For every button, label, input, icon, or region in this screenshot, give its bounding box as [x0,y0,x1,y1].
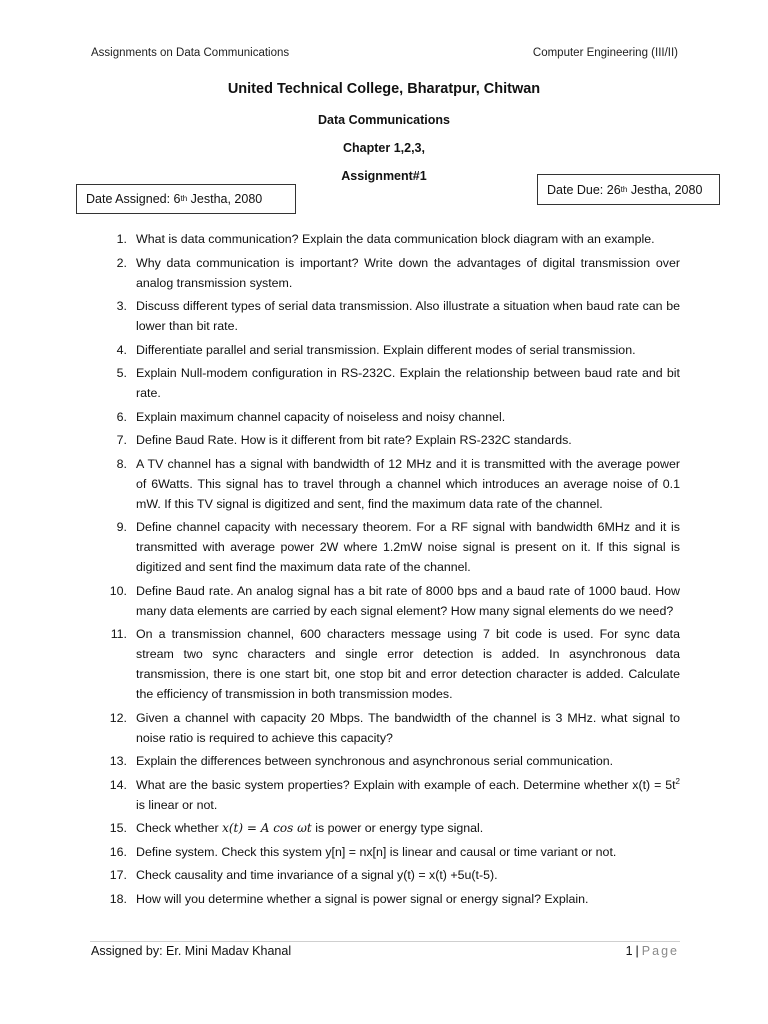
date-due-prefix: Date Due: 26 [547,182,621,197]
question-number: 3. [116,299,127,313]
chapters-title: Chapter 1,2,3, [343,141,425,155]
college-title: United Technical College, Bharatpur, Chitwan [227,81,541,97]
question-number: 15. [109,821,127,835]
date-assigned-suffix: Jestha, 2080 [187,192,263,206]
math-expression: x(t) = A cos ωt [222,821,312,835]
question-number: 7. [116,433,127,447]
question-text: Discuss different types of serial data transmission. Also illustrate a situation when baud rate can be lower than bit rate. [136,299,680,333]
question-item [105,454,680,514]
question-number: 4. [116,342,127,357]
question-item [105,407,680,427]
question-text: Explain the differences between synchronous and asynchronous serial communication. [136,754,614,768]
question-item [105,842,680,862]
exponent: 2 [675,776,680,786]
assignment-title: Assignment#1 [341,169,427,183]
page-number: 1 [625,944,633,958]
question-number: 6. [116,409,127,424]
question-text: Define channel capacity with necessary theorem. For a RF signal with bandwidth 6MHz and it is transmitted with average power 2W where 1.2mW noise signal is present on it. If this signal is digitized and sent find the maximum data rate of the channel. [136,520,680,574]
question-item [105,889,680,909]
question-text-part: is linear or not. [136,777,684,812]
question-number: 18. [109,891,127,906]
question-text-part: Check whether [136,821,223,835]
question-text: Given a channel with capacity 20 Mbps. The bandwidth of the channel is 3 MHz. what signal to noise ratio is required to achieve this capacity? [136,710,680,745]
question-text: Define system. Check this system y[n] = nx[n] is linear and causal or time variant or not. [136,844,617,859]
question-number: 8. [116,456,127,471]
question-item [105,363,680,403]
question-list [105,229,684,912]
question-number: 12. [109,710,127,725]
subject-title: Data Communications [318,113,450,127]
date-due-box: Date Due: 26 th Jestha, 2080 [537,174,720,205]
question-number: 1. [116,232,127,246]
question-text: Explain Null-modem configuration in RS-232C. Explain the relationship between baud rate and bit rate. [136,366,680,400]
question-text [136,818,680,838]
question-text: Explain maximum channel capacity of noiseless and noisy channel. [136,409,506,424]
question-number: 14. [109,777,127,792]
question-text: What is data communication? Explain the data communication block diagram with an example. [136,232,655,246]
page-separator: | [635,944,639,958]
question-number: 2. [116,255,127,270]
header-left: Assignments on Data Communications [91,47,290,59]
question-text: Why data communication is important? Write down the advantages of digital transmission over analog transmission system. [136,255,680,290]
question-number: 13. [109,754,127,768]
question-text: On a transmission channel, 600 characters message using 7 bit code is used. For sync data stream two sync characters and single error detection is added. In asynchronous data transmission, there is one start bit, one stop bit and error detection character is added. Calculate the efficiency of transmission in both transmission modes. [136,627,680,701]
question-item [105,775,684,815]
date-due-suffix: Jestha, 2080 [627,182,703,197]
question-text: Define Baud rate. An analog signal has a bit rate of 8000 bps and a baud rate of 1000 baud. How many data elements are carried by each signal element? How many signal elements do we need? [136,583,680,618]
header-right: Computer Engineering (III/II) [532,47,678,59]
question-number: 9. [116,520,127,534]
question-item [105,581,680,621]
question-number: 5. [116,366,127,380]
question-text [136,775,684,815]
question-text-part: What are the basic system properties? Explain with example of each. Determine whether x(t) = 5t [136,777,676,792]
question-text-part: is power or energy type signal. [311,821,484,835]
question-text: Check causality and time invariance of a signal y(t) = x(t) +5u(t-5). [136,868,498,882]
question-item [105,818,680,838]
question-item [105,253,680,293]
footer-page-number [626,944,679,958]
date-assigned-prefix: Date Assigned: 6 [86,192,181,206]
question-text: Differentiate parallel and serial transmission. Explain different modes of serial transmission. [136,342,636,357]
question-number: 17. [109,868,127,882]
page-label: Page [641,944,679,958]
question-item [105,340,680,360]
question-item [105,430,680,450]
question-item [105,229,680,249]
date-assigned-box: Date Assigned: 6 th Jestha, 2080 [76,184,296,214]
question-number: 11. [110,627,127,641]
question-item [105,624,680,704]
question-number: 16. [109,844,127,859]
question-number: 10. [109,583,127,598]
question-text: A TV channel has a signal with bandwidth of 12 MHz and it is transmitted with the average power of 6Watts. This signal has to travel through a channel which introduces an average noise of 0.1 mW. If this TV signal is digitized and sent, find the maximum data rate of the channel. [136,456,680,511]
question-item [105,517,680,577]
footer-assigned-by: Assigned by: Er. Mini Madav Khanal [91,944,292,958]
question-item [105,751,680,771]
question-text: How will you determine whether a signal is power signal or energy signal? Explain. [136,891,589,906]
question-text: Define Baud Rate. How is it different from bit rate? Explain RS-232C standards. [136,433,572,447]
question-item [105,865,680,885]
footer-divider [90,941,680,942]
question-item [105,296,680,336]
question-item [105,708,680,748]
